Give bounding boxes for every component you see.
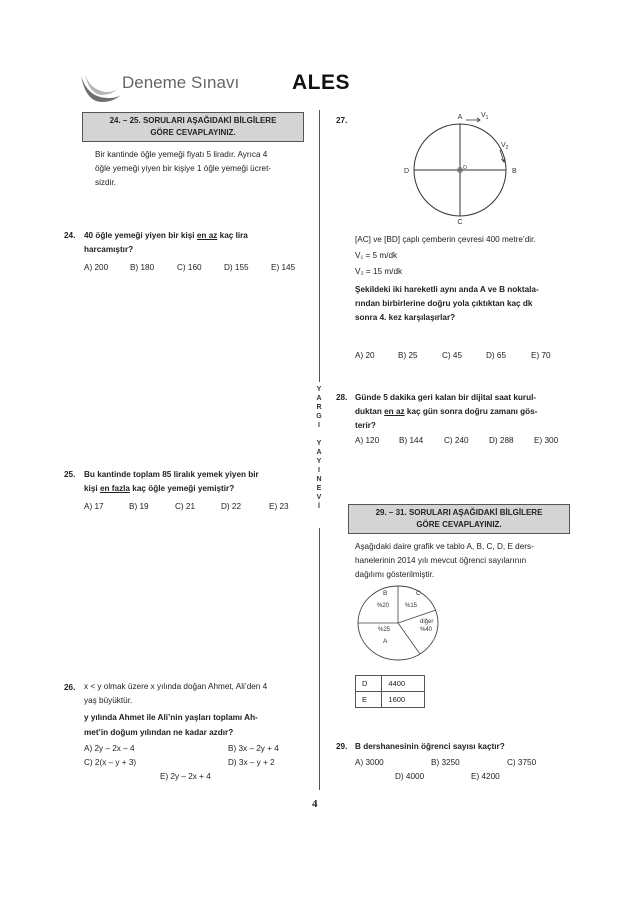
- info-paragraph-2: [355, 540, 580, 583]
- q28-underlined: en az: [384, 407, 405, 417]
- option-a[interactable]: A) 120: [355, 436, 380, 445]
- pie-label-c: C: [416, 590, 421, 597]
- divider-letter: R: [316, 404, 322, 411]
- question-24-options: [84, 261, 306, 276]
- option-b[interactable]: B) 180: [130, 263, 155, 272]
- question-25-number: 25.: [64, 470, 76, 479]
- q27-line1: [AC] ve [BD] çaplı çemberin çevresi 400 metre’dir.: [355, 235, 536, 244]
- point-a-label: A: [457, 114, 463, 121]
- q28-text-end: kaç gün sonra doğru zamanı gös-: [406, 407, 538, 417]
- exam-title: ALES: [292, 71, 351, 94]
- point-d-label: D: [404, 168, 410, 175]
- q24-line2: harcamıştır?: [84, 245, 134, 255]
- divider-letter: A: [316, 449, 322, 456]
- option-c[interactable]: C) 3750: [507, 758, 537, 767]
- option-b[interactable]: B) 144: [399, 436, 424, 445]
- question-25-options: [84, 500, 306, 515]
- circle-diagram: [400, 108, 520, 226]
- question-27-options: [355, 349, 580, 364]
- q25-line1: Bu kantinde toplam 85 liralık yemek yiyen bir: [84, 470, 259, 479]
- question-28-stem: [355, 391, 580, 434]
- option-d[interactable]: D) 3x – y + 2: [228, 758, 275, 767]
- q26-stem-line2: yaş büyüktür.: [84, 696, 133, 706]
- info-box-line1: 29. – 31. SORULARI AŞAĞIDAKİ BİLGİLERE: [375, 508, 543, 517]
- center-o-label: O: [463, 165, 467, 171]
- point-c-label: C: [457, 219, 463, 226]
- logo-mark-icon: [78, 68, 124, 106]
- info-box-29-31: [348, 504, 570, 534]
- divider-letter: N: [316, 476, 322, 483]
- question-26-number: 26.: [64, 683, 76, 692]
- table-cell-label: E: [356, 692, 382, 708]
- option-c[interactable]: C) 240: [444, 436, 469, 445]
- data-table: [355, 675, 425, 708]
- option-e[interactable]: E) 4200: [471, 772, 500, 781]
- q28-text: duktan: [355, 407, 382, 417]
- question-26-stem: [84, 680, 306, 740]
- q25-underlined: en fazla: [99, 484, 130, 494]
- question-28-number: 28.: [336, 393, 348, 402]
- q27-v1: V₁ = 5 m/dk: [355, 251, 398, 261]
- brand-title: Deneme Sınavı: [122, 73, 240, 92]
- info-line: Aşağıdaki daire grafik ve tablo A, B, C, D, E ders-: [355, 542, 534, 551]
- divider-letter: I: [318, 467, 320, 474]
- info-line: öğle yemeği yiyen bir kişiye 1 öğle yemeği ücret-: [95, 164, 272, 174]
- option-d[interactable]: D) 22: [221, 502, 242, 511]
- pie-label-other: diğer: [420, 619, 434, 625]
- question-25-stem: [84, 468, 306, 496]
- option-d[interactable]: D) 288: [489, 436, 514, 445]
- q24-text-end: kaç lira: [219, 231, 248, 240]
- info-box-line1: 24. – 25. SORULARI AŞAĞIDAKİ BİLGİLERE: [109, 116, 277, 125]
- info-line: sizdir.: [95, 178, 116, 188]
- v1-label: $V_1$: [481, 112, 489, 121]
- q28-line1: Günde 5 dakika geri kalan bir dijital saat kurul-: [355, 393, 537, 402]
- option-e[interactable]: E) 300: [534, 436, 559, 445]
- option-c[interactable]: C) 21: [175, 502, 196, 511]
- divider-letter: İ: [318, 503, 320, 510]
- pie-pct-a: %25: [378, 627, 391, 633]
- q26-question-line2: met’in doğum yılından ne kadar azdır?: [84, 727, 234, 737]
- info-box-line2: GÖRE CEVAPLAYINIZ.: [416, 520, 502, 529]
- column-divider-top: [319, 110, 320, 382]
- option-e[interactable]: E) 23: [269, 502, 289, 511]
- option-a[interactable]: A) 2y – 2x – 4: [84, 744, 135, 753]
- q27-question-line1: Şekildeki iki hareketli aynı anda A ve B noktala-: [355, 284, 539, 294]
- option-d[interactable]: D) 4000: [395, 772, 425, 781]
- table-cell-label: D: [356, 676, 382, 692]
- option-a[interactable]: A) 200: [84, 263, 109, 272]
- q28-line3: terir?: [355, 421, 376, 431]
- option-e[interactable]: E) 2y – 2x + 4: [160, 772, 211, 781]
- option-d[interactable]: D) 65: [486, 351, 507, 360]
- point-b-label: B: [512, 168, 517, 175]
- page-number: 4: [312, 798, 318, 810]
- divider-letter: V: [316, 494, 322, 501]
- table-cell-value: 4400: [382, 676, 425, 692]
- option-c[interactable]: C) 160: [177, 263, 202, 272]
- divider-letter: E: [316, 485, 322, 492]
- q24-underlined: en az: [196, 231, 218, 240]
- divider-letter: A: [316, 395, 322, 402]
- divider-letter: Y: [316, 458, 322, 465]
- option-e[interactable]: E) 145: [271, 263, 296, 272]
- pie-pct-other: %40: [420, 627, 433, 633]
- option-a[interactable]: A) 20: [355, 351, 375, 360]
- q27-question-line3: sonra 4. kez karşılaşırlar?: [355, 313, 456, 323]
- question-29-options: [355, 756, 580, 786]
- question-29-stem: B dershanesinin öğrenci sayısı kaçtır?: [355, 742, 505, 751]
- divider-letter: Y: [316, 440, 322, 447]
- column-divider-bottom: [319, 528, 320, 790]
- table-row: [356, 692, 425, 708]
- option-b[interactable]: B) 19: [129, 502, 149, 511]
- question-27-number: 27.: [336, 116, 348, 125]
- option-a[interactable]: A) 17: [84, 502, 104, 511]
- q27-question-line2: rından birbirlerine doğru yola çıktıktan kaç dk: [355, 298, 533, 308]
- publisher-vertical-text: [313, 386, 325, 526]
- option-b[interactable]: B) 3250: [431, 758, 460, 767]
- question-26-options: [84, 742, 306, 790]
- divider-letter: Y: [316, 386, 322, 393]
- q27-v2: V₂ = 15 m/dk: [355, 267, 403, 277]
- info-line: hanelerinin 2014 yılı mevcut öğrenci sayılarının: [355, 556, 527, 566]
- option-d[interactable]: D) 155: [224, 263, 249, 272]
- q26-question-line1: y yılında Ahmet ile Ali’nin yaşları toplamı Ah-: [84, 713, 258, 723]
- q24-text: 40 öğle yemeği yiyen bir kişi: [84, 231, 195, 240]
- option-c[interactable]: C) 2(x – y + 3): [84, 758, 137, 767]
- question-24-stem: [84, 229, 306, 257]
- divider-letter: G: [316, 413, 322, 420]
- option-b[interactable]: B) 3x – 2y + 4: [228, 744, 279, 753]
- option-a[interactable]: A) 3000: [355, 758, 384, 767]
- option-b[interactable]: B) 25: [398, 351, 418, 360]
- option-e[interactable]: E) 70: [531, 351, 551, 360]
- pie-pct-b: %20: [377, 603, 390, 609]
- info-box-24-25: [82, 112, 304, 142]
- divider-letter: I: [318, 422, 320, 429]
- question-27-stem: [355, 233, 580, 325]
- table-cell-value: 1600: [382, 692, 425, 708]
- pie-chart: [350, 583, 450, 663]
- pie-label-a: A: [383, 638, 388, 645]
- question-29-number: 29.: [336, 742, 348, 751]
- question-24-number: 24.: [64, 231, 76, 240]
- v2-label: $V_2$: [501, 142, 509, 151]
- q25-text-end: kaç öğle yemeği yemiştir?: [132, 484, 235, 494]
- question-28-options: [355, 434, 580, 449]
- q26-stem-line1: x < y olmak üzere x yılında doğan Ahmet, Ali’den 4: [84, 682, 268, 691]
- option-c[interactable]: C) 45: [442, 351, 463, 360]
- info-paragraph: [95, 148, 307, 191]
- pie-pct-c: %15: [405, 603, 418, 609]
- pie-label-b: B: [383, 590, 388, 597]
- info-line: Bir kantinde öğle yemeği fiyatı 5 liradır. Ayrıca 4: [95, 150, 268, 159]
- q25-text: kişi: [84, 484, 98, 494]
- table-row: [356, 676, 425, 692]
- info-box-line2: GÖRE CEVAPLAYINIZ.: [150, 128, 236, 137]
- info-line: dağılımı gösterilmiştir.: [355, 570, 435, 580]
